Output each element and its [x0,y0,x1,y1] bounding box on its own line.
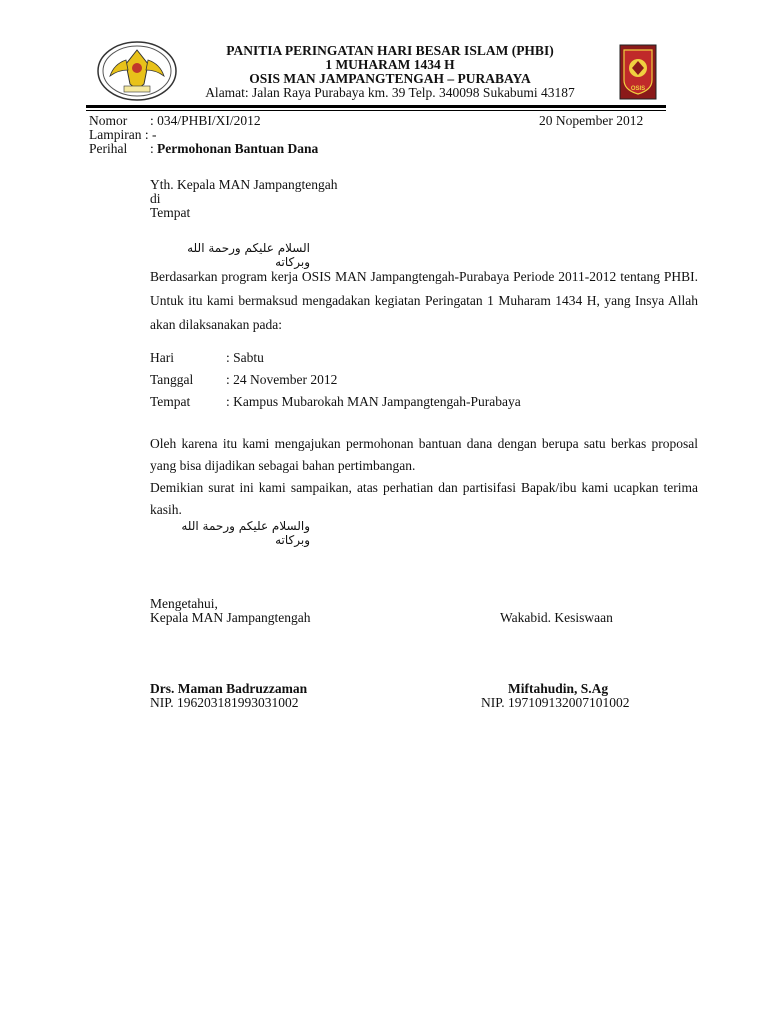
left-signatory-role: Kepala MAN Jampangtengah [150,610,311,625]
lampiran: Lampiran : - [89,127,157,142]
detail-tempat-value: : Kampus Mubarokah MAN Jampangtengah-Purabaya [226,394,521,409]
right-signatory-role: Wakabid. Kesiswaan [500,610,613,625]
left-signatory-nip: NIP. 196203181993031002 [150,695,299,710]
recipient-line-3: Tempat [150,205,191,220]
detail-tanggal-label: Tanggal [150,372,194,387]
detail-hari-value: : Sabtu [226,350,264,365]
left-signatory-name: Drs. Maman Badruzzaman [150,681,308,696]
right-logo-osis [619,44,657,100]
greeting-open: السلام عليكم ورحمة الله وبركاته [187,241,310,269]
right-signatory-nip: NIP. 197109132007101002 [481,695,630,710]
header-line-2: 1 MUHARAM 1434 H [325,57,455,72]
detail-tempat-label: Tempat [150,394,191,409]
header-address: Alamat: Jalan Raya Purabaya km. 39 Telp. 340098 Sukabumi 43187 [205,85,575,100]
mengetahui-label: Mengetahui, [150,596,218,611]
osis-label: OSIS [630,86,646,92]
nomor-label: Nomor [89,113,128,128]
letter-date: 20 Nopember 2012 [539,113,644,128]
detail-hari-label: Hari [150,350,174,365]
body-paragraph-3: Demikian surat ini kami sampaikan, atas perhatian dan partisifasi Bapak/ibu kami ucapkan terima kasih. [150,480,698,517]
perihal-value: Permohonan Bantuan Dana [157,141,319,156]
body-paragraph-1: Berdasarkan program kerja OSIS MAN Jampangtengah-Purabaya Periode 2011-2012 tentang PHBI. Untuk itu kami bermaksud mengadakan kegiatan Peringatan 1 Muharam 1434 H, yang Insya Allah akan dilaksanakan pada: [150,269,698,332]
recipient-line-1: Yth. Kepala MAN Jampangtengah [150,177,338,192]
header-rule-thin [86,110,666,111]
right-signatory-name: Miftahudin, S.Ag [508,681,609,696]
body-paragraph-2: Oleh karena itu kami mengajukan permohonan bantuan dana dengan berupa satu berkas proposal yang bisa dijadikan sebagai bahan pertimbangan. [150,436,698,473]
recipient-line-2: di [150,191,161,206]
header-rule-thick [86,105,666,108]
header-line-1: PANITIA PERINGATAN HARI BESAR ISLAM (PHBI) [226,43,554,58]
perihal-label: Perihal [89,141,128,156]
perihal-colon: : [150,141,154,156]
detail-tanggal-value: : 24 November 2012 [226,372,338,387]
nomor-value: : 034/PHBI/XI/2012 [150,113,261,128]
header-line-3: OSIS MAN JAMPANGTENGAH – PURABAYA [249,71,531,86]
greeting-close: والسلام عليكم ورحمة الله وبركاته [181,519,310,547]
